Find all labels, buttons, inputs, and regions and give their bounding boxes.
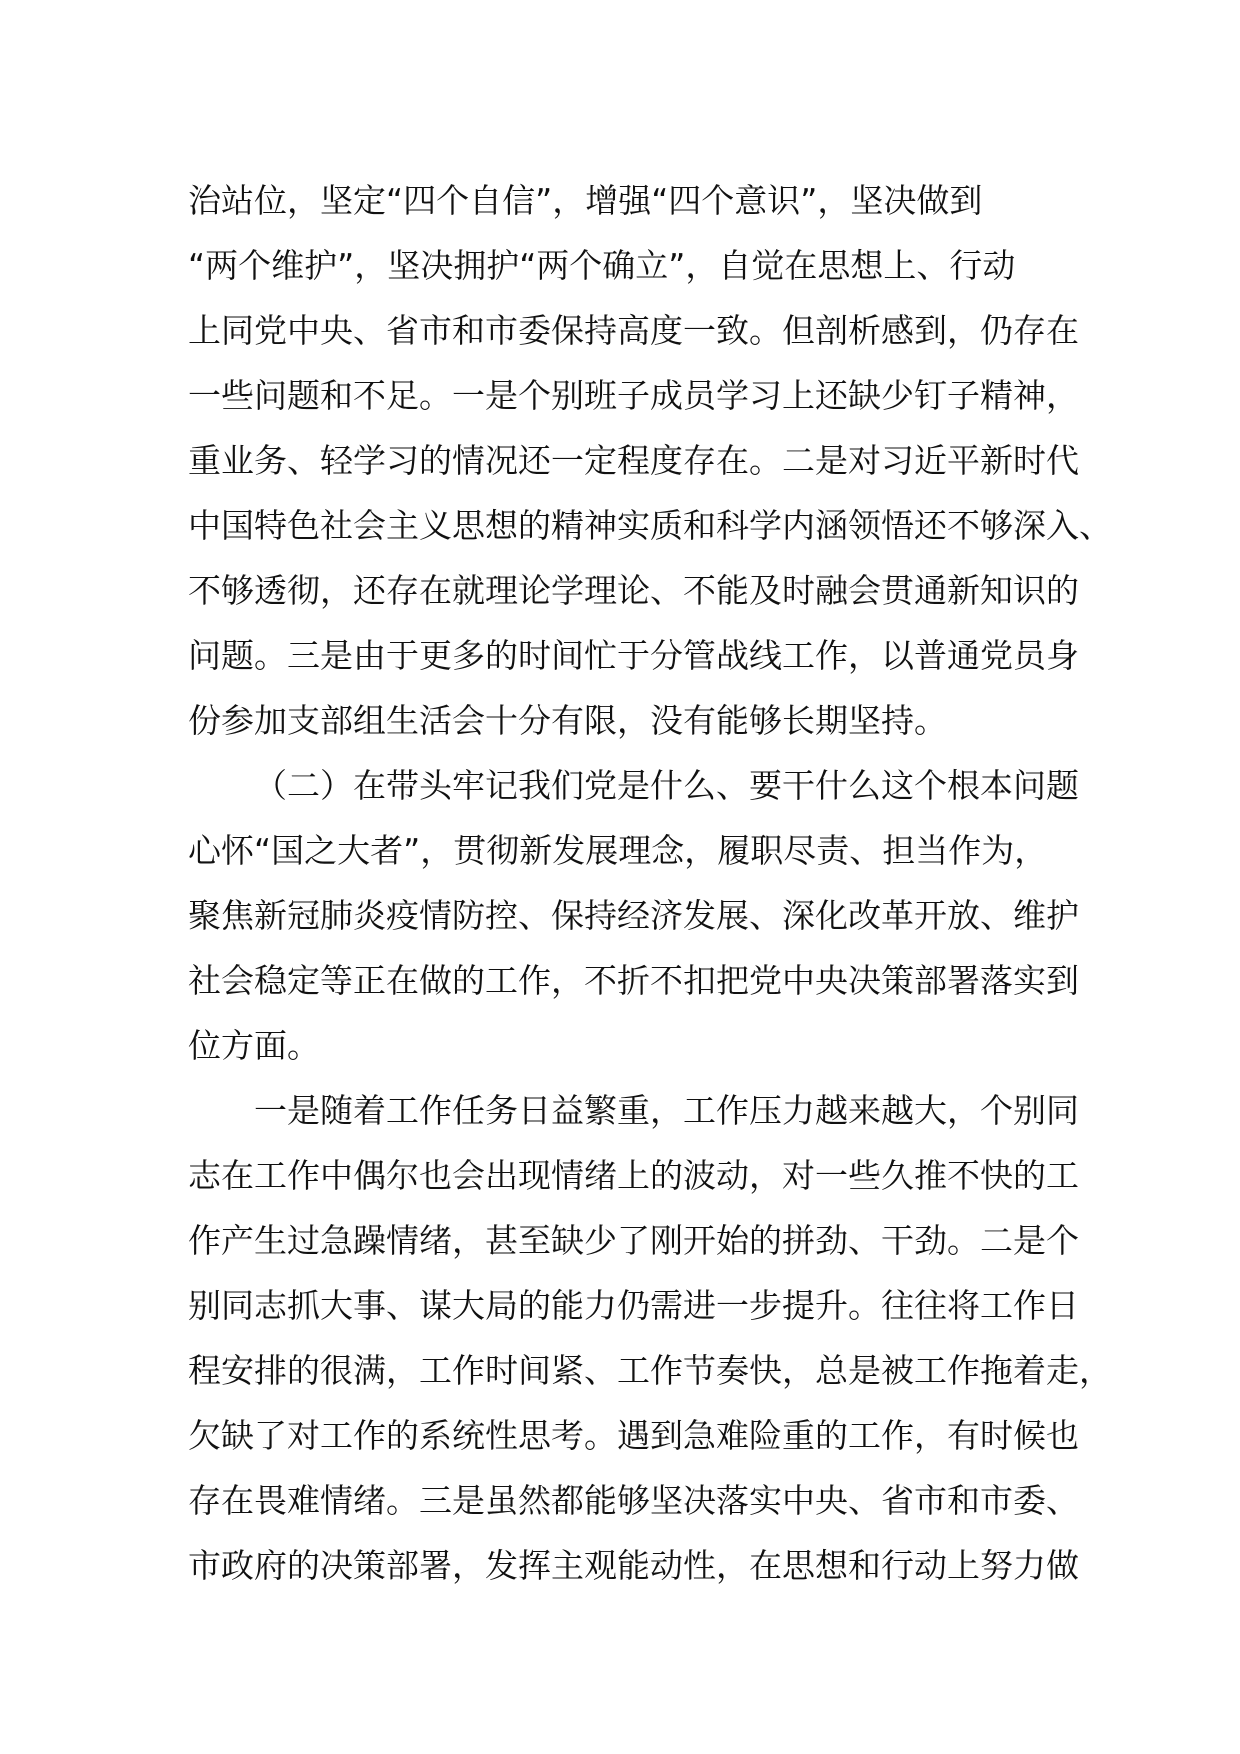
- text-line-3: 上同党中央、省市和市委保持高度一致。但剖析感到，仍存在: [188, 311, 1079, 350]
- text-line-2: “两个维护”，坚决拥护“两个确立”，自觉在思想上、行动: [188, 246, 1016, 285]
- text-line-21: 存在畏难情绪。三是虽然都能够坚决落实中央、省市和市委、: [188, 1481, 1079, 1520]
- text-line-8: 问题。三是由于更多的时间忙于分管战线工作，以普通党员身: [188, 636, 1079, 675]
- section-heading-line: （二）在带头牢记我们党是什么、要干什么这个根本问题: [254, 766, 1079, 805]
- text-line-18: 别同志抓大事、谋大局的能力仍需进一步提升。往往将工作日: [188, 1286, 1079, 1325]
- document-body: [188, 168, 1112, 1598]
- text-line-9: 份参加支部组生活会十分有限，没有能够长期坚持。: [188, 701, 947, 740]
- text-line-11: 心怀“国之大者”，贯彻新发展理念，履职尽责、担当作为，: [188, 831, 1048, 870]
- text-line-19: 程安排的很满，工作时间紧、工作节奏快，总是被工作拖着走，: [188, 1351, 1112, 1390]
- text-line-16: 志在工作中偶尔也会出现情绪上的波动，对一些久推不快的工: [188, 1156, 1079, 1195]
- text-line-1: 治站位，坚定“四个自信”，增强“四个意识”，坚决做到: [188, 181, 983, 220]
- text-line-12: 聚焦新冠肺炎疫情防控、保持经济发展、深化改革开放、维护: [188, 896, 1079, 935]
- paragraph-start-line: 一是随着工作任务日益繁重，工作压力越来越大，个别同: [254, 1091, 1079, 1130]
- text-line-20: 欠缺了对工作的系统性思考。遇到急难险重的工作，有时候也: [188, 1416, 1079, 1455]
- text-line-7: 不够透彻，还存在就理论学理论、不能及时融会贯通新知识的: [188, 571, 1079, 610]
- text-line-5: 重业务、轻学习的情况还一定程度存在。二是对习近平新时代: [188, 441, 1079, 480]
- text-line-4: 一些问题和不足。一是个别班子成员学习上还缺少钉子精神，: [188, 376, 1079, 415]
- text-line-17: 作产生过急躁情绪，甚至缺少了刚开始的拼劲、干劲。二是个: [188, 1221, 1079, 1260]
- text-line-14: 位方面。: [188, 1026, 320, 1065]
- text-line-13: 社会稳定等正在做的工作，不折不扣把党中央决策部署落实到: [188, 961, 1079, 1000]
- text-line-22: 市政府的决策部署，发挥主观能动性，在思想和行动上努力做: [188, 1546, 1079, 1585]
- text-line-6: 中国特色社会主义思想的精神实质和科学内涵领悟还不够深入、: [188, 506, 1112, 545]
